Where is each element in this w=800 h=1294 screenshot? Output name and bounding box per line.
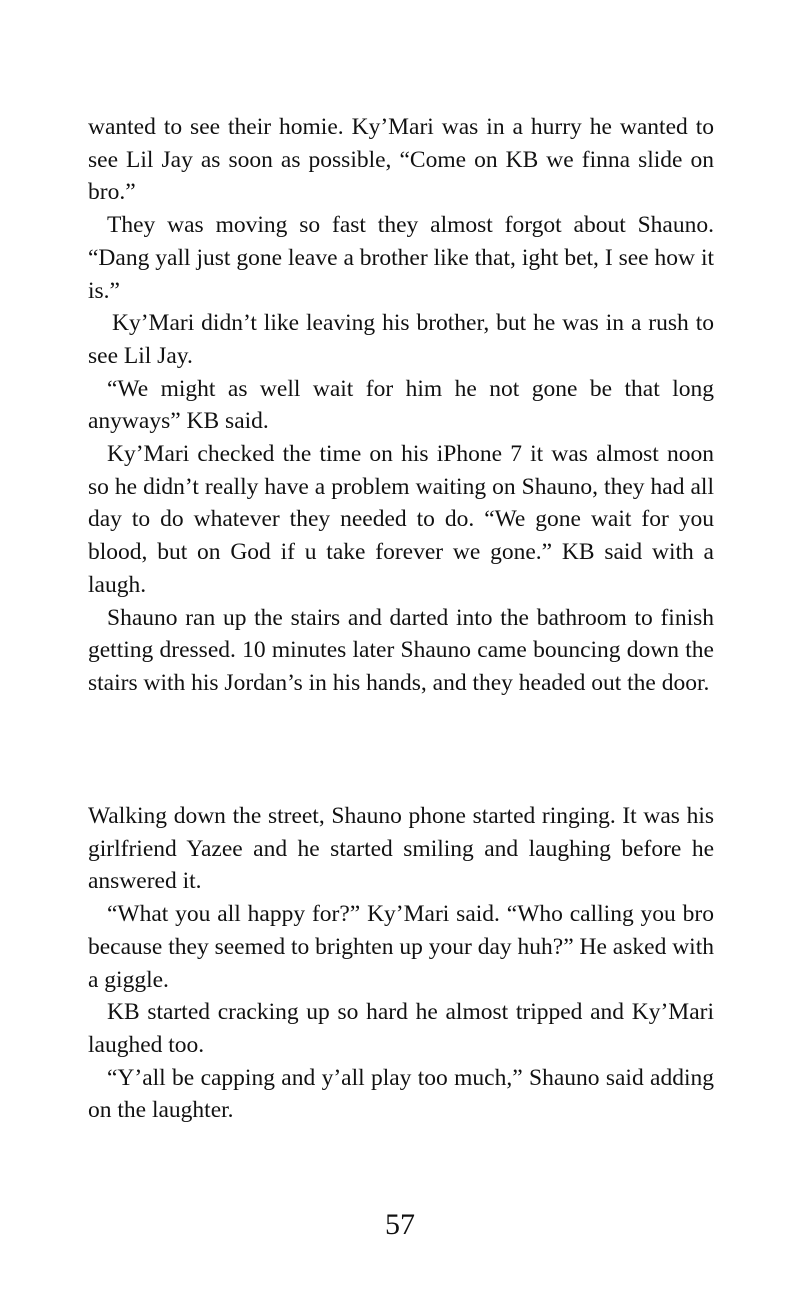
- paragraph: Ky’Mari didn’t like leaving his brother, but he was in a rush to see Lil Jay.: [88, 310, 714, 369]
- paragraph: Ky’Mari checked the time on his iPhone 7 it was almost noon so he didn’t really have a problem waiting on Shauno, they had all day to do whatever they needed to do. “We gone wait for you blood, but on God if u take forever we gone.” KB said with a laugh.: [88, 441, 714, 598]
- paragraph: wanted to see their homie. Ky’Mari was in a hurry he wanted to see Lil Jay as soon as possible, “Come on KB we finna slide on bro.”: [88, 114, 714, 206]
- paragraph: “We might as well wait for him he not gone be that long anyways” KB said.: [88, 375, 714, 435]
- paragraph: Shauno ran up the stairs and darted into the bathroom to finish getting dressed. 10 minutes later Shauno came bouncing down the stairs with his Jordan’s in his hands, and they headed out the door.: [88, 604, 714, 696]
- paragraph: They was moving so fast they almost forgot about Shauno. “Dang yall just gone leave a brother like that, ight bet, I see how it is.”: [88, 212, 714, 304]
- paragraph: Walking down the street, Shauno phone started ringing. It was his girlfriend Yazee and he started smiling and laughing before he answered it.: [88, 803, 714, 895]
- page-number: 57: [385, 1208, 415, 1241]
- text-section-2: [88, 800, 714, 1127]
- paragraph: “What you all happy for?” Ky’Mari said. “Who calling you bro because they seemed to brighten up your day huh?” He asked with a giggle.: [88, 901, 714, 993]
- text-section-1: [88, 111, 714, 700]
- paragraph: “Y’all be capping and y’all play too much,” Shauno said adding on the laughter.: [88, 1064, 714, 1124]
- paragraph: KB started cracking up so hard he almost tripped and Ky’Mari laughed too.: [88, 999, 714, 1058]
